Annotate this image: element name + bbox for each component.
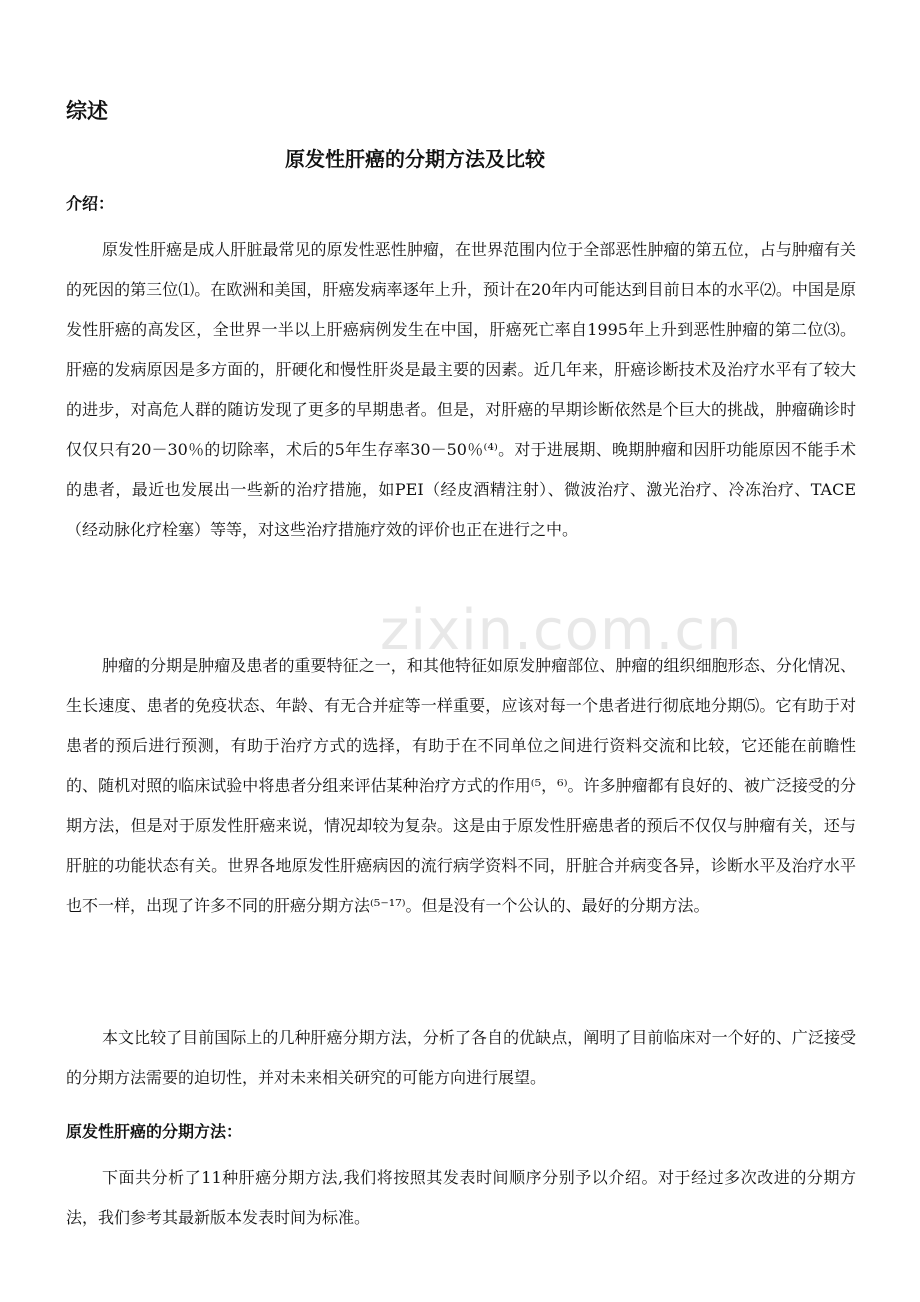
intro-paragraph-2: 肿瘤的分期是肿瘤及患者的重要特征之一，和其他特征如原发肿瘤部位、肿瘤的组织细胞形态、分化情况、生长速度、患者的免疫状态、年龄、有无合并症等一样重要，应该对每一个患者进行彻底地分期⑸。它有助于对患者的预后进行预测，有助于治疗方式的选择，有助于在不同单位之间进行资料交流和比较，它还能在前瞻性的、随机对照的临床试验中将患者分组来评估某种治疗方式的作用⁽⁵，⁶⁾。许多肿瘤都有良好的、被广泛接受的分期方法，但是对于原发性肝癌来说，情况却较为复杂。这是由于原发性肝癌患者的预后不仅仅与肿瘤有关，还与肝脏的功能状态有关。世界各地原发性肝癌病因的流行病学资料不同，肝脏合并病变各异，诊断水平及治疗水平也不一样，出现了许多不同的肝癌分期方法⁽⁵⁻¹⁷⁾。但是没有一个公认的、最好的分期方法。 xyxy=(66,656,856,915)
intro-paragraph-3: 本文比较了目前国际上的几种肝癌分期方法，分析了各自的优缺点，阐明了目前临床对一个好的、广泛接受的分期方法需要的迫切性，并对未来相关研究的可能方向进行展望。 xyxy=(66,1028,856,1087)
staging-paragraph-1: 下面共分析了11种肝癌分期方法,我们将按照其发表时间顺序分别予以介绍。对于经过多次改进的分期方法，我们参考其最新版本发表时间为标准。 xyxy=(66,1168,856,1227)
document-category: 综述 xyxy=(66,99,108,123)
staging-heading: 原发性肝癌的分期方法： xyxy=(66,1122,243,1141)
intro-paragraph-1: 原发性肝癌是成人肝脏最常见的原发性恶性肿瘤，在世界范围内位于全部恶性肿瘤的第五位，占与肿瘤有关的死因的第三位⑴。在欧洲和美国，肝癌发病率逐年上升，预计在20年内可能达到目前日本的水平⑵。中国是原发性肝癌的高发区，全世界一半以上肝癌病例发生在中国，肝癌死亡率自1995年上升到恶性肿瘤的第二位⑶。肝癌的发病原因是多方面的，肝硬化和慢性肝炎是最主要的因素。近几年来，肝癌诊断技术及治疗水平有了较大的进步，对高危人群的随访发现了更多的早期患者。但是，对肝癌的早期诊断依然是个巨大的挑战，肿瘤确诊时仅仅只有20－30％的切除率，术后的5年生存率30－50％⁽⁴⁾。对于进展期、晚期肿瘤和因肝功能原因不能手术的患者，最近也发展出一些新的治疗措施，如PEI（经皮酒精注射）、微波治疗、激光治疗、冷冻治疗、TACE（经动脉化疗栓塞）等等，对这些治疗措施疗效的评价也正在进行之中。 xyxy=(66,240,856,539)
intro-heading: 介绍： xyxy=(66,194,115,213)
document-title: 原发性肝癌的分期方法及比较 xyxy=(285,147,545,171)
watermark: zixin.com.cn xyxy=(380,598,743,663)
